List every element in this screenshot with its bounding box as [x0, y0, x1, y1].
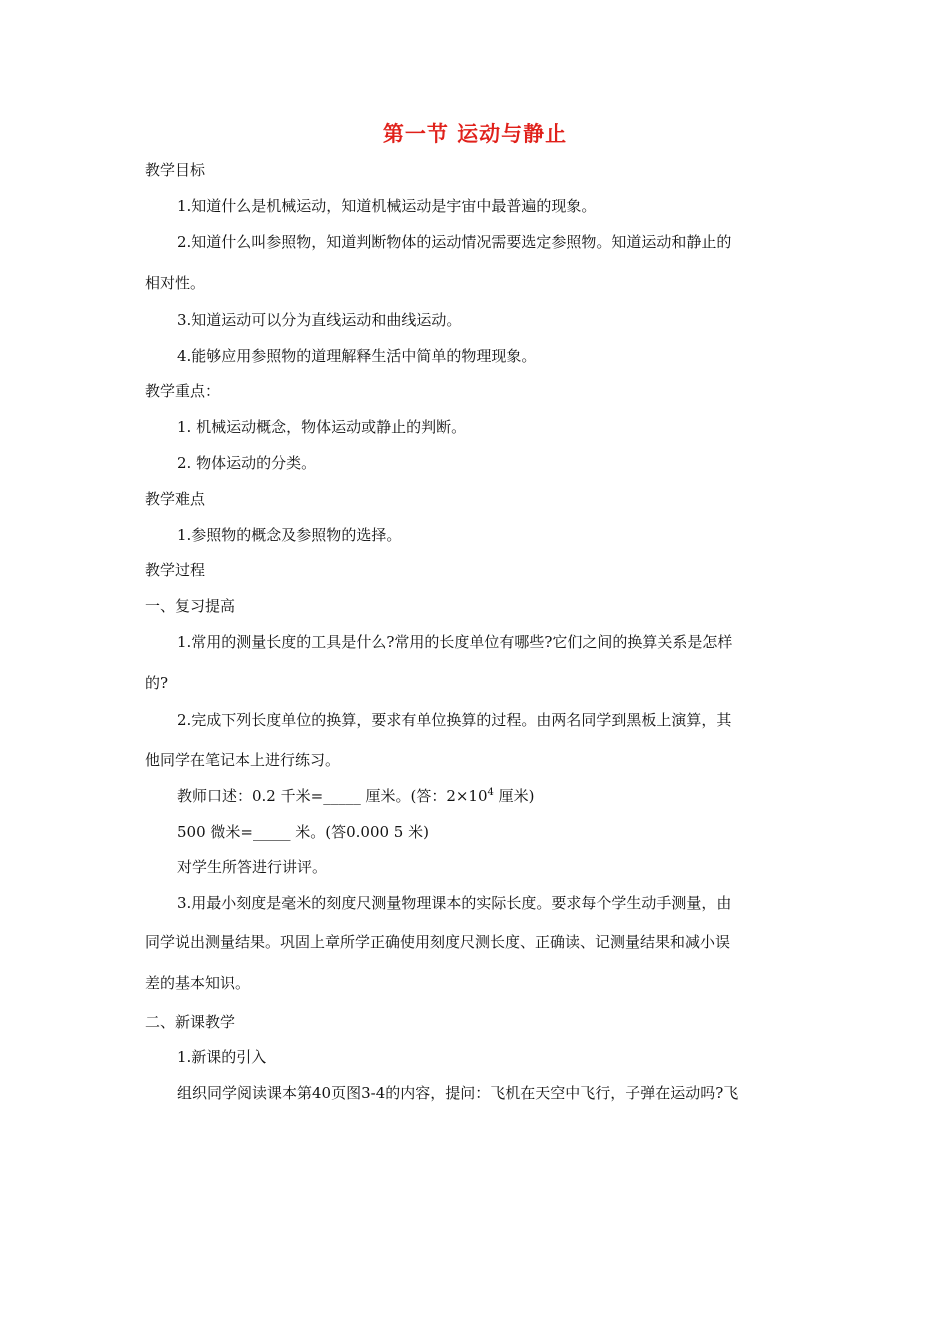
exercise-line-1-text: 教师口述：0.2 千米=_____ 厘米。(答：2×10: [177, 787, 488, 805]
review-item-3-continued-1: 同学说出测量结果。巩固上章所学正确使用刻度尺测长度、正确读、记测量结果和减小误: [145, 933, 731, 951]
heading-difficulties: 教学难点: [145, 490, 206, 508]
review-item-2: 2.完成下列长度单位的换算，要求有单位换算的过程。由两名同学到黑板上演算，其: [177, 711, 732, 729]
heading-teaching-process: 教学过程: [145, 561, 206, 579]
exercise-comment: 对学生所答进行讲评。: [177, 858, 328, 876]
exercise-line-2: 500 微米=_____ 米。(答0.000 5 米): [177, 823, 429, 841]
goal-item-4: 4.能够应用参照物的道理解释生活中简单的物理现象。: [177, 347, 537, 365]
new-lesson-paragraph: 组织同学阅读课本第40页图3-4的内容，提问：飞机在天空中飞行，子弹在运动吗?飞: [177, 1084, 739, 1102]
goal-item-2: 2.知道什么叫参照物，知道判断物体的运动情况需要选定参照物。知道运动和静止的: [177, 233, 732, 251]
exponent: 4: [487, 787, 494, 798]
new-lesson-item-1: 1.新课的引入: [177, 1048, 267, 1066]
exercise-line-1-unit: 厘米): [493, 787, 535, 805]
section-new-lesson: 二、新课教学: [145, 1013, 236, 1031]
heading-key-points: 教学重点：: [145, 382, 221, 400]
goal-item-2-continued: 相对性。: [145, 274, 206, 292]
key-point-1: 1. 机械运动概念，物体运动或静止的判断。: [177, 418, 467, 436]
goal-item-1: 1.知道什么是机械运动，知道机械运动是宇宙中最普遍的现象。: [177, 197, 597, 215]
heading-teaching-goals: 教学目标: [145, 161, 206, 179]
difficulty-1: 1.参照物的概念及参照物的选择。: [177, 526, 402, 544]
review-item-1-continued: 的?: [145, 674, 169, 692]
key-point-2: 2. 物体运动的分类。: [177, 454, 317, 472]
section-review: 一、复习提高: [145, 597, 236, 615]
exercise-line-1: [177, 786, 535, 806]
review-item-3-continued-2: 差的基本知识。: [145, 974, 251, 992]
review-item-1: 1.常用的测量长度的工具是什么?常用的长度单位有哪些?它们之间的换算关系是怎样: [177, 633, 733, 651]
review-item-2-continued: 他同学在笔记本上进行练习。: [145, 751, 341, 769]
goal-item-3: 3.知道运动可以分为直线运动和曲线运动。: [177, 311, 462, 329]
page-title: 第一节 运动与静止: [382, 122, 568, 146]
review-item-3: 3.用最小刻度是毫米的刻度尺测量物理课本的实际长度。要求每个学生动手测量，由: [177, 894, 732, 912]
